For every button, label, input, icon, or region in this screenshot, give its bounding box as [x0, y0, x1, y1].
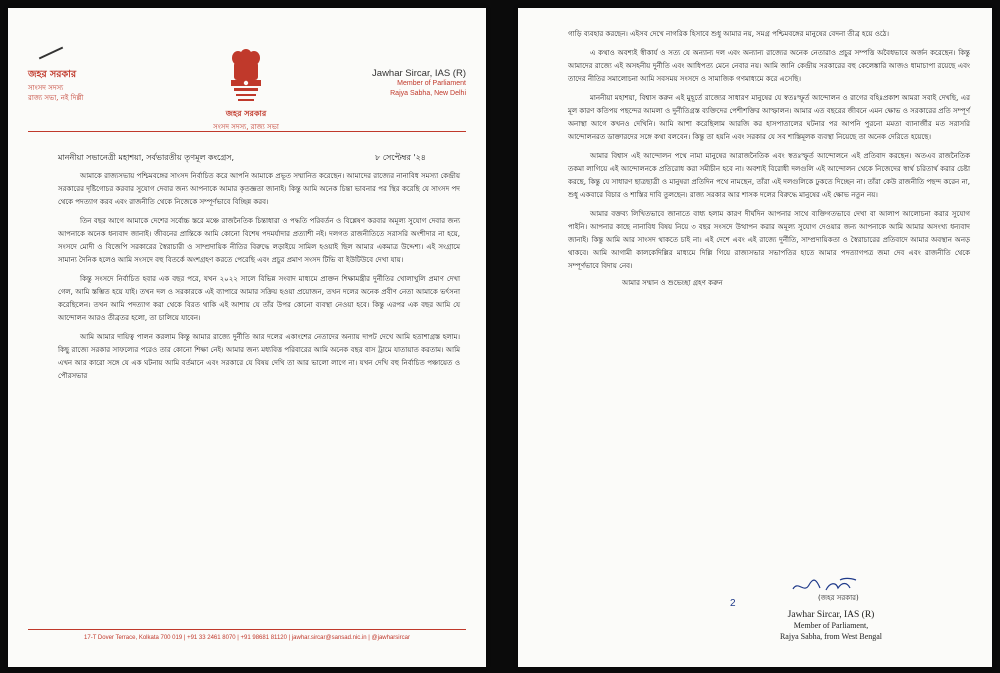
paragraph: তিন বছর আগে আমাকে দেশের সর্বোচ্চ স্তরে মঞ্চে রাজনৈতিক চিন্তাধারা ও পদ্ধতি পরিবর্তন ও বিশ্লেষণ করবার অমূল্য সুযোগ দেবার জন্য আপনাকে অনেক ধন্যবাদ জানাই। জীবনের প্রান্তিকে আমি কোনো বিশেষ পদমর্যাদার প্রত্যাশী নই। দলগত রাজনীতিতে সরাসরি অংশীদার না হয়ে, সংসদে মোদী ও বিজেপি সরকারের স্বৈরাচারী ও সাম্প্রদায়িক নীতির বিরুদ্ধে লড়াইয়ে সামিল হওয়াই ছিল আমার একমাত্র উদ্দেশ্য। এই সংগ্রামে সামান্য দৈনিক হলেও আমি সংসদে বহু বিতর্কে অংশগ্রহণ করতে পেরেছি এবং প্রচুর প্রমাণ সংসদ টিভি বা ইউটিউবে দেখা যায়।	[58, 217, 460, 264]
signatory-name: Jawhar Sircar, IAS (R)	[787, 610, 875, 620]
paragraph: আমি আমার দায়িত্ব পালন করলাম কিন্তু আমার রাজ্যে দুর্নীতি আর দলের একাংশের নেতাদের অন্যায় দাপট দেখে আমি হতাশাগ্রস্ত হলাম। কিছু রাজ্যে সরকার সাফল্যের পরেও তার কোনো শিক্ষা নেই। আমার জন্য মধ্যবিত্ত পরিবারের আমি অনেক বছর বাস ট্রামে যাতায়াত করতাম। আমি এখন আর কারো সঙ্গে যে এক ঘটনায় আমি বর্তমানে এবং সরকারে যে বিষয় দেখি তা আর ভালো লাগে না। যখন দেখি বহু নির্বাচিত পঞ্চায়েত ও পৌরসভার	[58, 333, 460, 380]
salutation: মাননীয়া সভানেত্রী মহাশয়া, সর্বভারতীয় তৃণমূল কংগ্রেস,	[58, 153, 235, 162]
letter-date: ৮ সেপ্টেম্বর '২৪	[374, 153, 426, 162]
letterhead-right	[306, 68, 466, 99]
signature-block	[756, 610, 906, 642]
emblem-caption-name: জহর সরকার	[225, 109, 267, 118]
paragraph: এ কথাও অবশ্যই স্বীকার্য ও সত্য যে অন্যান্য দল এবং অন্যান্য রাজ্যের অনেক নেতারাও প্রচুর সম্পত্তি অবৈধভাবে অর্জন করেছেন। কিন্তু আমাদের রাজ্যে এই অসহনীয় দুর্নীতি এবং আধিপত্য মেনে নেবার নয়। আমি জানি কেন্দ্রীয় সরকারের বহু কেলেঙ্কারি আজও ধামাচাপা রয়েছে এবং তাদের নীতির সমালোচনা আমি সবসময় সংসদে ও সামাজিক গণমাধ্যমে করে এসেছি।	[568, 49, 970, 83]
letterhead-designation-english: Member of Parliament	[397, 80, 466, 87]
letterhead-designation-bengali: সাংসদ সদস্য	[28, 84, 64, 92]
paragraph: মাননীয়া মহাশয়া, বিশ্বাস করুন এই মুহূর্তে রাজ্যের সাধারণ মানুষের যে স্বতঃস্ফূর্ত আন্দোলন ও রাগের বহিঃপ্রকাশ আমরা সবাই দেখছি, এর মূল কারণ কতিপয় পছন্দের আমলা ও দুর্নীতিগ্রস্ত ব্যক্তিদের পেশীশক্তির আস্ফালন। আমার এত বছরের জীবনে এমন ক্ষোভ ও সরকারের প্রতি সম্পূর্ণ অনাস্থা আগে কখনও দেখিনি। আমি আশা করেছিলাম আরজি কর হাসপাতালের ঘটনার পর আপনি পুরনো মমতা ব্যানার্জীর মত সরাসরি আন্দোলনরত ডাক্তারদের সঙ্গে কথা বলবেন। কিন্তু তা হয়নি এবং সরকার যে সব শাস্তিমূলক ব্যবস্থা নিয়েছে তা অনেক দেরিতে হয়েছে।	[568, 94, 970, 141]
paragraph: আমার বিশ্বাস এই আন্দোলন পথে নামা মানুষের আরাজনৈতিক এবং স্বতঃস্ফূর্ত আন্দোলনে এই প্রতিবাদ করছেন। অতএব রাজনৈতিক তকমা লাগিয়ে এই আন্দোলনকে প্রতিরোধ করা সমীচীন হবে না। অবশ্যই বিরোধী দলগুলি এই আন্দোলন থেকে নিজেদের স্বার্থ চরিতার্থ করার চেষ্টা করছে, কিন্তু যে সাধারণ ছাত্রছাত্রী ও মানুষরা প্রতিদিন পথে নামছেন, তাঁরা এই দলগুলিকে ঢুকতে দিচ্ছেন না। তাঁরা কেউ রাজনীতি পছন্দ করেন না, শুধু একবারে বিচার ও শাস্তির দাবি তুলছেন। রাজ্য সরকার আর শাসক দলের বিরুদ্ধে মানুষের এই ক্ষোভ নতুন নয়।	[568, 152, 970, 199]
signature-caption: (জহর সরকার)	[818, 594, 859, 602]
letterhead-divider	[28, 131, 466, 132]
letter-page-1	[8, 8, 486, 667]
signatory-house: Rajya Sabha, from West Bengal	[779, 632, 883, 641]
pen-mark	[39, 47, 63, 60]
national-emblem-icon	[226, 48, 266, 106]
closing-line: আমার সম্মান ও শুভেচ্ছা গ্রহণ করুন	[622, 279, 723, 287]
paragraph: আমাকে রাজ্যসভায় পশ্চিমবঙ্গের সাংসদ নির্বাচিত করে আপনি আমাকে প্রভূত সম্মানিত করেছেন। আমাদের রাজ্যের নানাবিধ সমস্যা কেন্দ্রীয় সরকারের দৃষ্টিগোচর করবার সুযোগ দেবার জন্য আপনাকে আমার কৃতজ্ঞতা জানাই। কিন্তু আমি অনেক চিন্তা ভাবনার পর স্থির করেছি যে সাংসদ পদ থেকে পদত্যাগ করব এবং রাজনীতি থেকে নিজেকে সম্পূর্ণভাবে বিচ্ছিন্ন করব।	[58, 172, 460, 206]
signatory-designation: Member of Parliament,	[793, 621, 869, 630]
page-number: 2	[730, 598, 736, 609]
letterhead-name-bengali: জহর সরকার	[28, 69, 77, 80]
letterhead-footer: 17-T Dover Terrace, Kolkata 700 019 | +91 33 2461 8070 | +91 98681 81120 | jawhar.sircar@sansad.nic.in | @jawharsircar	[28, 629, 466, 645]
letter-body-page-1	[58, 170, 460, 389]
letterhead-left	[28, 68, 148, 103]
letterhead-name-english: Jawhar Sircar, IAS (R)	[372, 68, 466, 79]
paragraph: আমার বক্তব্য লিখিতভাবে জানাতে বাধ্য হলাম কারণ দীর্ঘদিন আপনার সাথে ব্যক্তিগতভাবে দেখা বা আলাপ আলোচনা করার সুযোগ পাইনি। আপনার কাছে নানাবিধ বিষয় নিয়ে ৩ বছর সংসদে উত্থাপন করার অমূল্য সুযোগ দেওয়ার জন্য আপনাকে আমি আমার অসংখ্য ধন্যবাদ জানাই। কিন্তু আমি আর সাংসদ থাকতে চাই না। এই দেশে এবং এই রাজ্যে দুর্নীতি, সাম্প্রদায়িকতা ও স্বৈরাচারের প্রতিবাদে আমার অবস্থান অনড় থাকবে। আমি আগামী কালকেদিল্লির মাধ্যমে দিল্লি গিয়ে রাজ্যসভার সভাপতির হাতে আমার পদত্যাগপত্র জমা দেব এবং রাজনীতি থেকে সম্পূর্ণভাবে বিদায় নেব।	[568, 210, 970, 270]
emblem-caption-title: সংসদ সদস্য, রাজ্য সভা	[213, 123, 279, 131]
letterhead-location-bengali: রাজ্য সভা, নই দিল্লী	[28, 94, 84, 102]
paragraph: কিন্তু সংসদে নির্বাচিত হবার এক বছর পরে, যখন ২০২২ সালে বিভিন্ন সংবাদ মাধ্যমে প্রাক্তন শিক্ষামন্ত্রীর দুর্নীতির খোলাখুলি প্রমাণ দেখা গেল, আমি স্তম্ভিত হয়ে যাই। তখন দল ও সরকারকে এই ব্যাপারে আমার সক্রিয় হওয়া প্রয়োজন, তখন দলের অনেক প্রবীণ নেতা আমাকে ভর্ৎসনা করেছিলেন। তখন আমি পদত্যাগ করা থেকে বিরত থাকি এই আশায় যে তাঁর উপর কোনো ব্যবস্থা নেওয়া হবে। কিন্তু এরপর এক বছর আমি যে আন্দোলন আরও তীব্রতর হলো, তা চালিয়ে যাবেন।	[58, 275, 460, 322]
paragraph: গাড়ি ব্যবহার করছেন। এইসব দেখে নাগরিক হিসাবে শুধু আমার নয়, সমগ্র পশ্চিমবঙ্গের মানুষের বেদনা তীব্র হয়ে ওঠে।	[568, 30, 889, 38]
letter-page-2	[518, 8, 992, 667]
letter-body-page-2	[568, 28, 970, 289]
emblem-caption	[168, 108, 324, 133]
letterhead-location-english: Rajya Sabha, New Delhi	[390, 90, 466, 97]
